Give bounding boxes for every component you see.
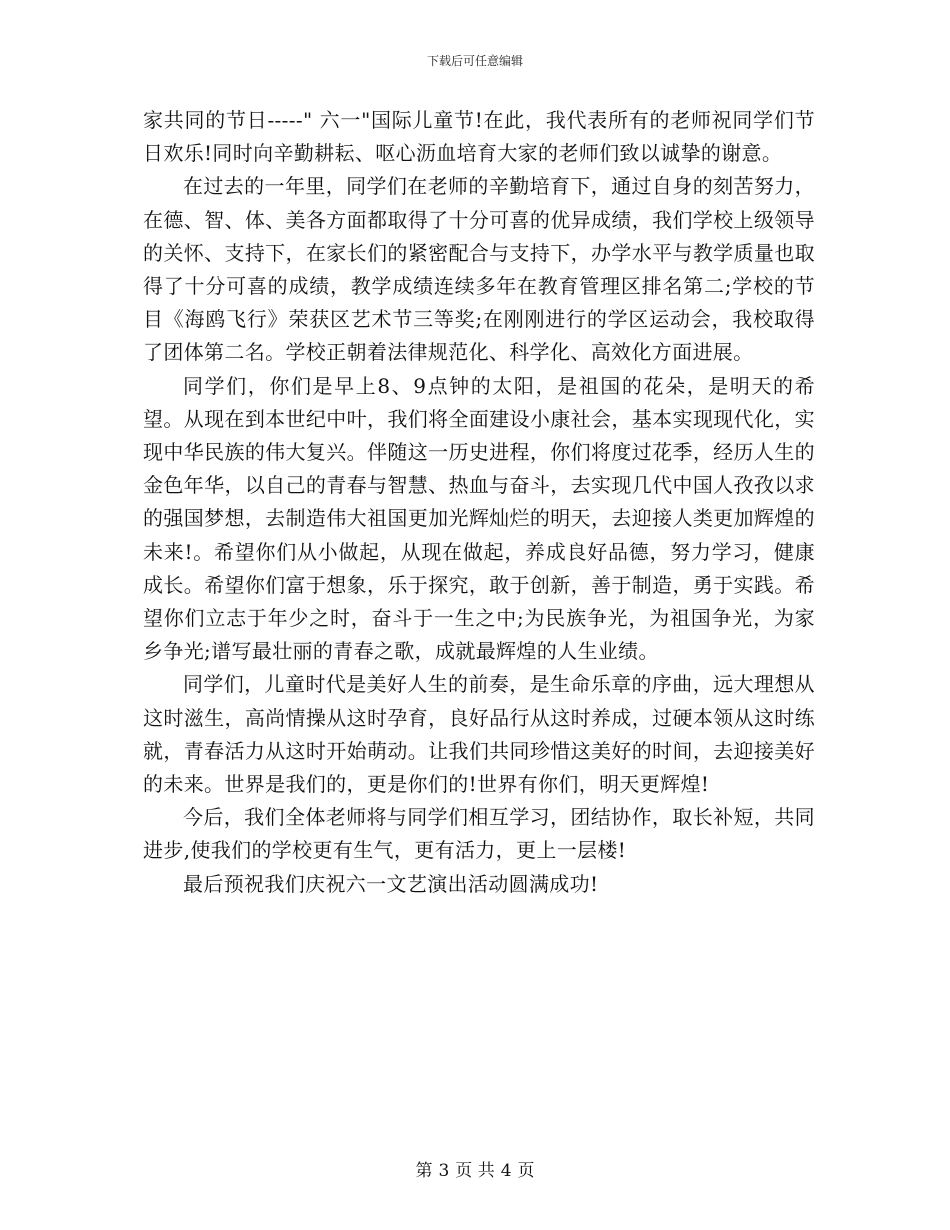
- footer-prefix: 第: [415, 1161, 433, 1181]
- paragraph-continued: 家共同的节日-----" 六一"国际儿童节!在此，我代表所有的老师祝同学们节日欢乐!同时向辛勤耕耘、呕心沥血培育大家的老师们致以诚挚的谢意。: [143, 108, 815, 166]
- page-header: 下载后可任意编辑: [426, 54, 523, 68]
- document-body: [143, 104, 815, 901]
- footer-total-pages: 4: [500, 1161, 512, 1181]
- footer-current-page: 3: [438, 1161, 450, 1181]
- page-footer: [0, 1156, 950, 1181]
- paragraph-childhood: 同学们，儿童时代是美好人生的前奏，是生命乐章的序曲，远大理想从这时滋生，高尚情操从这时孕育，良好品行从这时养成，过硬本领从这时练就，青春活力从这时开始萌动。让我们共同珍惜这美好的时间，去迎接美好的未来。世界是我们的，更是你们的!世界有你们，明天更辉煌!: [143, 672, 815, 797]
- paragraph-closing: 最后预祝我们庆祝六一文艺演出活动圆满成功!: [183, 871, 599, 896]
- paragraph-achievements: 在过去的一年里，同学们在老师的辛勤培育下，通过自身的刻苦努力，在德、智、体、美各方面都取得了十分可喜的优异成绩，我们学校上级领导的关怀、支持下，在家长们的紧密配合与支持下，办学水平与教学质量也取得了十分可喜的成绩，教学成绩连续多年在教育管理区排名第二;学校的节目《海鸥飞行》荣获区艺术节三等奖;在刚刚进行的学区运动会，我校取得了团体第二名。学校正朝着法律规范化、科学化、高效化方面进展。: [143, 174, 815, 365]
- footer-middle: 页 共: [455, 1161, 495, 1181]
- footer-suffix: 页: [517, 1161, 535, 1181]
- paragraph-future: 今后，我们全体老师将与同学们相互学习，团结协作，取长补短，共同进步,使我们的学校更有生气，更有活力，更上一层楼!: [143, 805, 815, 863]
- paragraph-hopes: 同学们，你们是早上8、9点钟的太阳，是祖国的花朵，是明天的希望。从现在到本世纪中叶，我们将全面建设小康社会，基本实现现代化，实现中华民族的伟大复兴。伴随这一历史进程，你们将度过花季，经历人生的金色年华，以自己的青春与智慧、热血与奋斗，去实现几代中国人孜孜以求的强国梦想，去制造伟大祖国更加光辉灿烂的明天，去迎接人类更加辉煌的未来!。希望你们从小做起，从现在做起，养成良好品德，努力学习，健康成长。希望你们富于想象，乐于探究，敢于创新，善于制造，勇于实践。希望你们立志于年少之时，奋斗于一生之中;为民族争光，为祖国争光，为家乡争光;谱写最壮丽的青春之歌，成就最辉煌的人生业绩。: [143, 373, 815, 664]
